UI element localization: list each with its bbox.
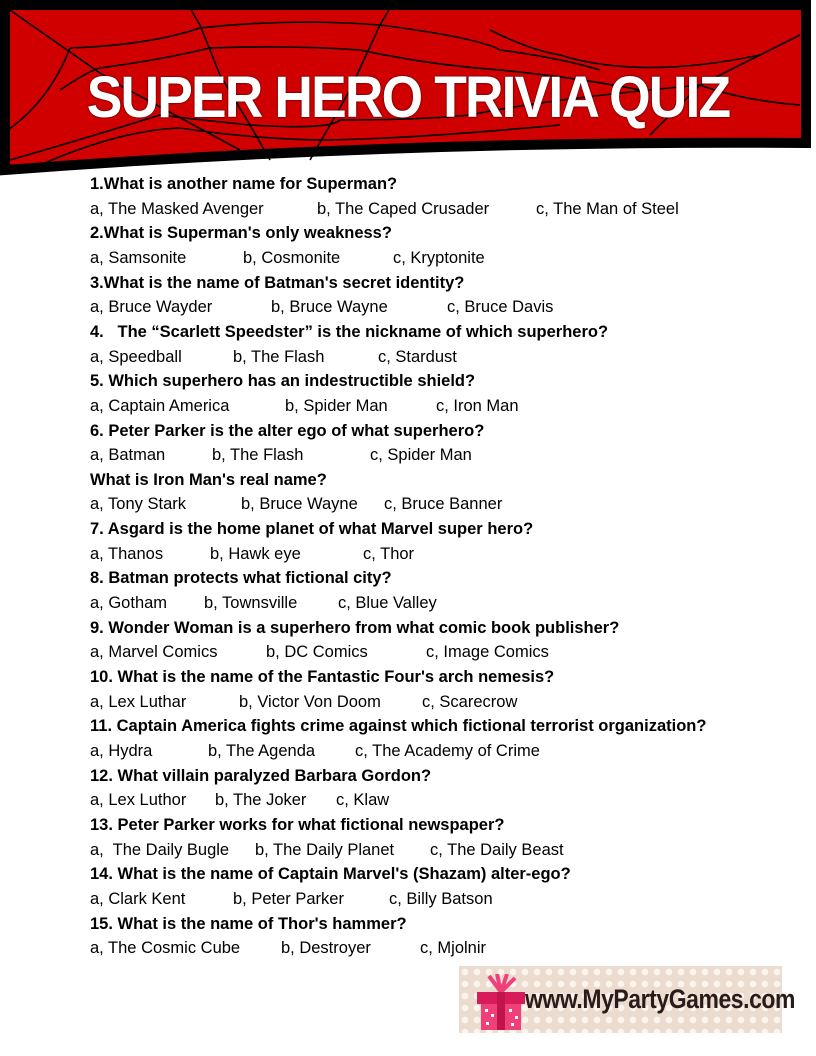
answer-option: c, Image Comics xyxy=(426,643,549,662)
answer-option: a, Samsonite xyxy=(90,248,187,267)
answer-options xyxy=(0,249,816,273)
answer-option: a, The Cosmic Cube xyxy=(90,939,241,958)
answer-option: c, Klaw xyxy=(336,791,390,810)
question-text: 9. Wonder Woman is a superhero from what comic book publisher? xyxy=(90,618,620,637)
answer-options xyxy=(0,890,816,914)
answer-option: c, Thor xyxy=(363,544,415,563)
logo-text: www.MyPartyGames.com xyxy=(525,984,795,1014)
answer-option: c, The Daily Beast xyxy=(430,840,564,859)
answer-option: c, Blue Valley xyxy=(338,594,437,612)
question-text: 12. What villain paralyzed Barbara Gordon? xyxy=(90,766,432,785)
answer-option: c, Bruce Banner xyxy=(384,495,503,514)
answer-option: c, Iron Man xyxy=(436,396,519,415)
question-text: 2.What is Superman's only weakness? xyxy=(90,224,392,243)
answer-option: b, Hawk eye xyxy=(210,544,301,563)
answer-option: a, Marvel Comics xyxy=(90,643,218,662)
page-title: SUPER HERO TRIVIA QUIZ xyxy=(86,65,730,130)
answer-option: a, Tony Stark xyxy=(90,495,186,514)
answer-option: b, Victor Von Doom xyxy=(239,692,381,711)
answer-option: c, Kryptonite xyxy=(393,248,485,267)
answer-option: b, Peter Parker xyxy=(233,889,344,908)
answer-options xyxy=(0,200,816,224)
answer-option: b, Townsville xyxy=(204,594,298,612)
answer-option: a, Thanos xyxy=(90,544,164,563)
answer-option: a, Lex Luthor xyxy=(90,791,187,810)
answer-option: b, DC Comics xyxy=(266,643,368,662)
question-text: 11. Captain America fights crime against which fictional terrorist organization? xyxy=(90,717,707,736)
question-text: What is Iron Man's real name? xyxy=(90,470,327,489)
question-text: 10. What is the name of the Fantastic Four's arch nemesis? xyxy=(90,668,555,686)
spiderweb-header xyxy=(0,0,816,180)
answer-option: b, Spider Man xyxy=(285,396,388,415)
answer-options xyxy=(0,693,816,717)
answer-option: a, Bruce Wayder xyxy=(90,298,213,317)
answer-option: b, Bruce Wayne xyxy=(241,495,358,514)
question-text: 7. Asgard is the home planet of what Marvel super hero? xyxy=(90,520,534,539)
question-text: 5. Which superhero has an indestructible shield? xyxy=(90,372,476,391)
gift-box-icon xyxy=(475,974,527,1030)
answer-option: a, Hydra xyxy=(90,741,153,760)
answer-option: c, Spider Man xyxy=(370,446,472,465)
answer-option: a, Lex Luthar xyxy=(90,692,187,711)
question-text: 15. What is the name of Thor's hammer? xyxy=(90,914,407,933)
answer-option: b, Bruce Wayne xyxy=(271,298,388,317)
answer-options xyxy=(0,939,816,963)
answer-options xyxy=(0,298,816,322)
answer-options xyxy=(0,791,816,815)
answer-option: b, The Flash xyxy=(212,446,304,465)
answer-option: b, Cosmonite xyxy=(243,248,341,267)
answer-options xyxy=(0,742,816,766)
answer-option: a, Speedball xyxy=(90,347,182,366)
answer-option: c, Bruce Davis xyxy=(447,298,554,317)
question-text: 8. Batman protects what fictional city? xyxy=(90,569,392,588)
answer-option: c, Mjolnir xyxy=(420,939,487,958)
answer-option: b, Destroyer xyxy=(281,939,371,958)
mypartygames-logo xyxy=(459,966,795,1033)
answer-option: b, The Caped Crusader xyxy=(317,199,490,218)
answer-option: c, The Academy of Crime xyxy=(355,741,540,760)
answer-options xyxy=(0,545,816,569)
answer-option: c, Stardust xyxy=(378,347,457,366)
question-text: 13. Peter Parker works for what fictional newspaper? xyxy=(90,815,505,834)
answer-option: a, The Daily Bugle xyxy=(90,840,230,859)
question-text: 1.What is another name for Superman? xyxy=(90,175,398,193)
question-text: 4. The “Scarlett Speedster” is the nickname of which superhero? xyxy=(90,322,609,341)
answer-option: a, Clark Kent xyxy=(90,889,186,908)
answer-options xyxy=(0,397,816,421)
answer-option: b, The Flash xyxy=(233,347,325,366)
answer-option: b, The Daily Planet xyxy=(255,840,395,859)
question-text: 14. What is the name of Captain Marvel's (Shazam) alter-ego? xyxy=(90,865,571,884)
answer-option: a, Captain America xyxy=(90,396,230,415)
answer-option: b, The Agenda xyxy=(208,741,316,760)
answer-options xyxy=(0,348,816,372)
answer-option: c, The Man of Steel xyxy=(536,199,679,218)
answer-option: b, The Joker xyxy=(215,791,307,810)
answer-option: a, Batman xyxy=(90,446,166,465)
answer-options xyxy=(0,594,816,618)
answer-options xyxy=(0,841,816,865)
answer-options xyxy=(0,446,816,470)
question-text: 3.What is the name of Batman's secret identity? xyxy=(90,273,465,292)
answer-options xyxy=(0,643,816,667)
answer-option: c, Billy Batson xyxy=(389,889,493,908)
answer-option: c, Scarecrow xyxy=(422,692,518,711)
answer-option: a, The Masked Avenger xyxy=(90,199,264,218)
question-text: 6. Peter Parker is the alter ego of what superhero? xyxy=(90,421,485,440)
answer-options xyxy=(0,495,816,519)
answer-option: a, Gotham xyxy=(90,594,168,612)
